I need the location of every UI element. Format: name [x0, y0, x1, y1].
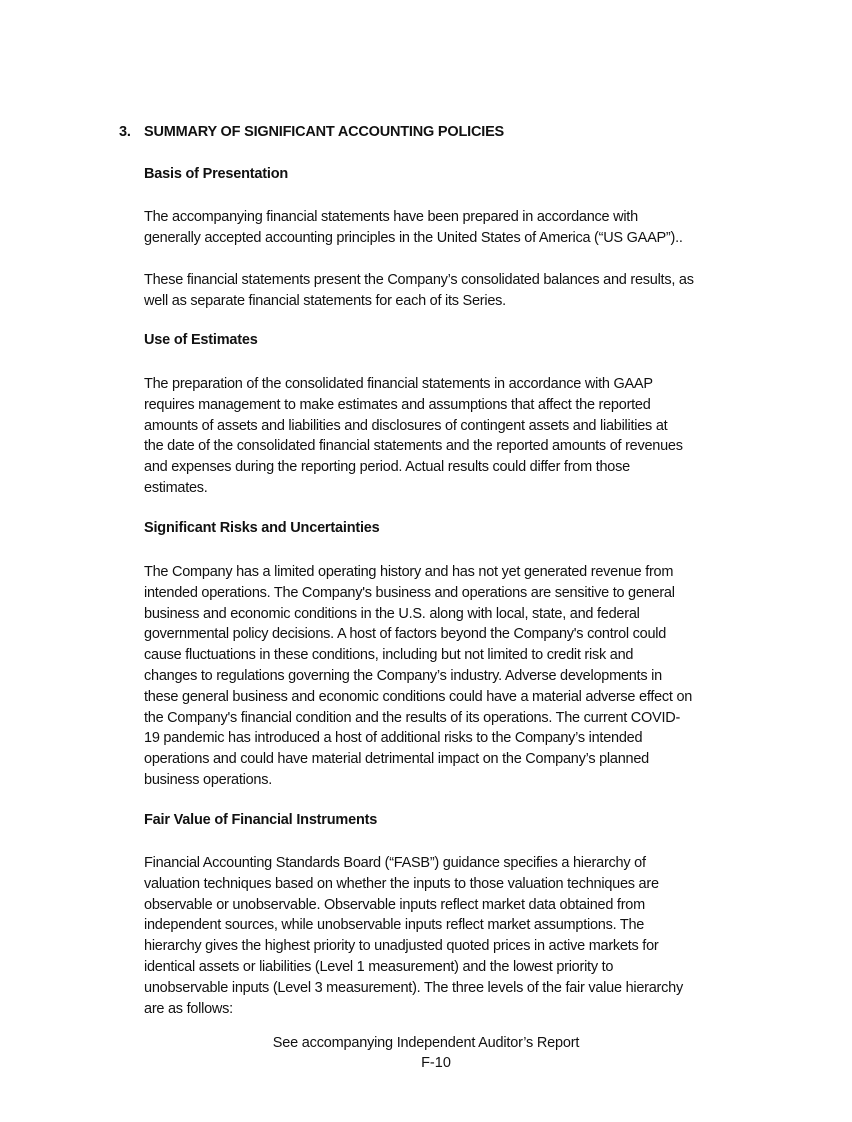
fair-value-heading: Fair Value of Financial Instruments: [144, 812, 378, 828]
text-line: business and economic conditions in the U.S. along with local, state, and federal: [144, 605, 640, 622]
text-line: and expenses during the reporting period. Actual results could differ from those: [144, 459, 630, 476]
text-line: operations and could have material detrimental impact on the Company’s planned: [144, 751, 649, 768]
fair-value-paragraph: [144, 853, 764, 1019]
text-line: the Company's financial condition and the results of its operations. The current COVID-: [144, 709, 681, 726]
text-line: well as separate financial statements for each of its Series.: [144, 292, 506, 309]
text-line: The Company has a limited operating history and has not yet generated revenue from: [144, 564, 674, 580]
text-line: governmental policy decisions. A host of factors beyond the Company's control could: [144, 626, 667, 643]
text-line: The accompanying financial statements have been prepared in accordance with: [144, 209, 638, 225]
text-line: observable or unobservable. Observable inputs reflect market data obtained from: [144, 896, 645, 913]
text-line: requires management to make estimates and assumptions that affect the reported: [144, 396, 651, 413]
page-number: F-10: [421, 1055, 451, 1071]
text-line: 19 pandemic has introduced a host of additional risks to the Company’s intended: [144, 730, 643, 747]
text-line: These financial statements present the Company’s consolidated balances and results, as: [144, 272, 694, 288]
estimates-paragraph: [144, 374, 764, 499]
section-number: 3.: [119, 124, 131, 140]
text-line: Financial Accounting Standards Board (“FASB”) guidance specifies a hierarchy of: [144, 855, 646, 871]
text-line: these general business and economic conditions could have a material adverse effect on: [144, 688, 693, 705]
text-line: the date of the consolidated financial statements and the reported amounts of revenues: [144, 438, 683, 455]
text-line: hierarchy gives the highest priority to unadjusted quoted prices in active markets for: [144, 938, 659, 955]
text-line: generally accepted accounting principles in the United States of America (“US GAAP”)..: [144, 229, 683, 246]
section-title: SUMMARY OF SIGNIFICANT ACCOUNTING POLICIES: [144, 124, 505, 140]
text-line: amounts of assets and liabilities and disclosures of contingent assets and liabilities at: [144, 417, 668, 434]
footer-note: See accompanying Independent Auditor’s Report: [272, 1035, 580, 1051]
text-line: identical assets or liabilities (Level 1 measurement) and the lowest priority to: [144, 958, 614, 975]
text-line: The preparation of the consolidated financial statements in accordance with GAAP: [144, 376, 653, 392]
risks-heading: Significant Risks and Uncertainties: [144, 520, 380, 536]
risks-paragraph: [144, 562, 764, 791]
text-line: business operations.: [144, 771, 272, 788]
text-line: unobservable inputs (Level 3 measurement). The three levels of the fair value hierarchy: [144, 979, 683, 996]
text-line: changes to regulations governing the Company’s industry. Adverse developments in: [144, 667, 662, 684]
text-line: are as follows:: [144, 1000, 233, 1017]
basis-paragraph-2: [144, 270, 764, 312]
text-line: valuation techniques based on whether the inputs to those valuation techniques are: [144, 875, 659, 892]
text-line: independent sources, while unobservable inputs reflect market assumptions. The: [144, 917, 645, 934]
basis-heading: Basis of Presentation: [144, 166, 289, 182]
basis-paragraph-1: [144, 207, 764, 249]
text-line: estimates.: [144, 479, 208, 496]
text-line: cause fluctuations in these conditions, including but not limited to credit risk and: [144, 647, 634, 664]
text-line: intended operations. The Company's business and operations are sensitive to general: [144, 584, 675, 601]
estimates-heading: Use of Estimates: [144, 332, 258, 348]
